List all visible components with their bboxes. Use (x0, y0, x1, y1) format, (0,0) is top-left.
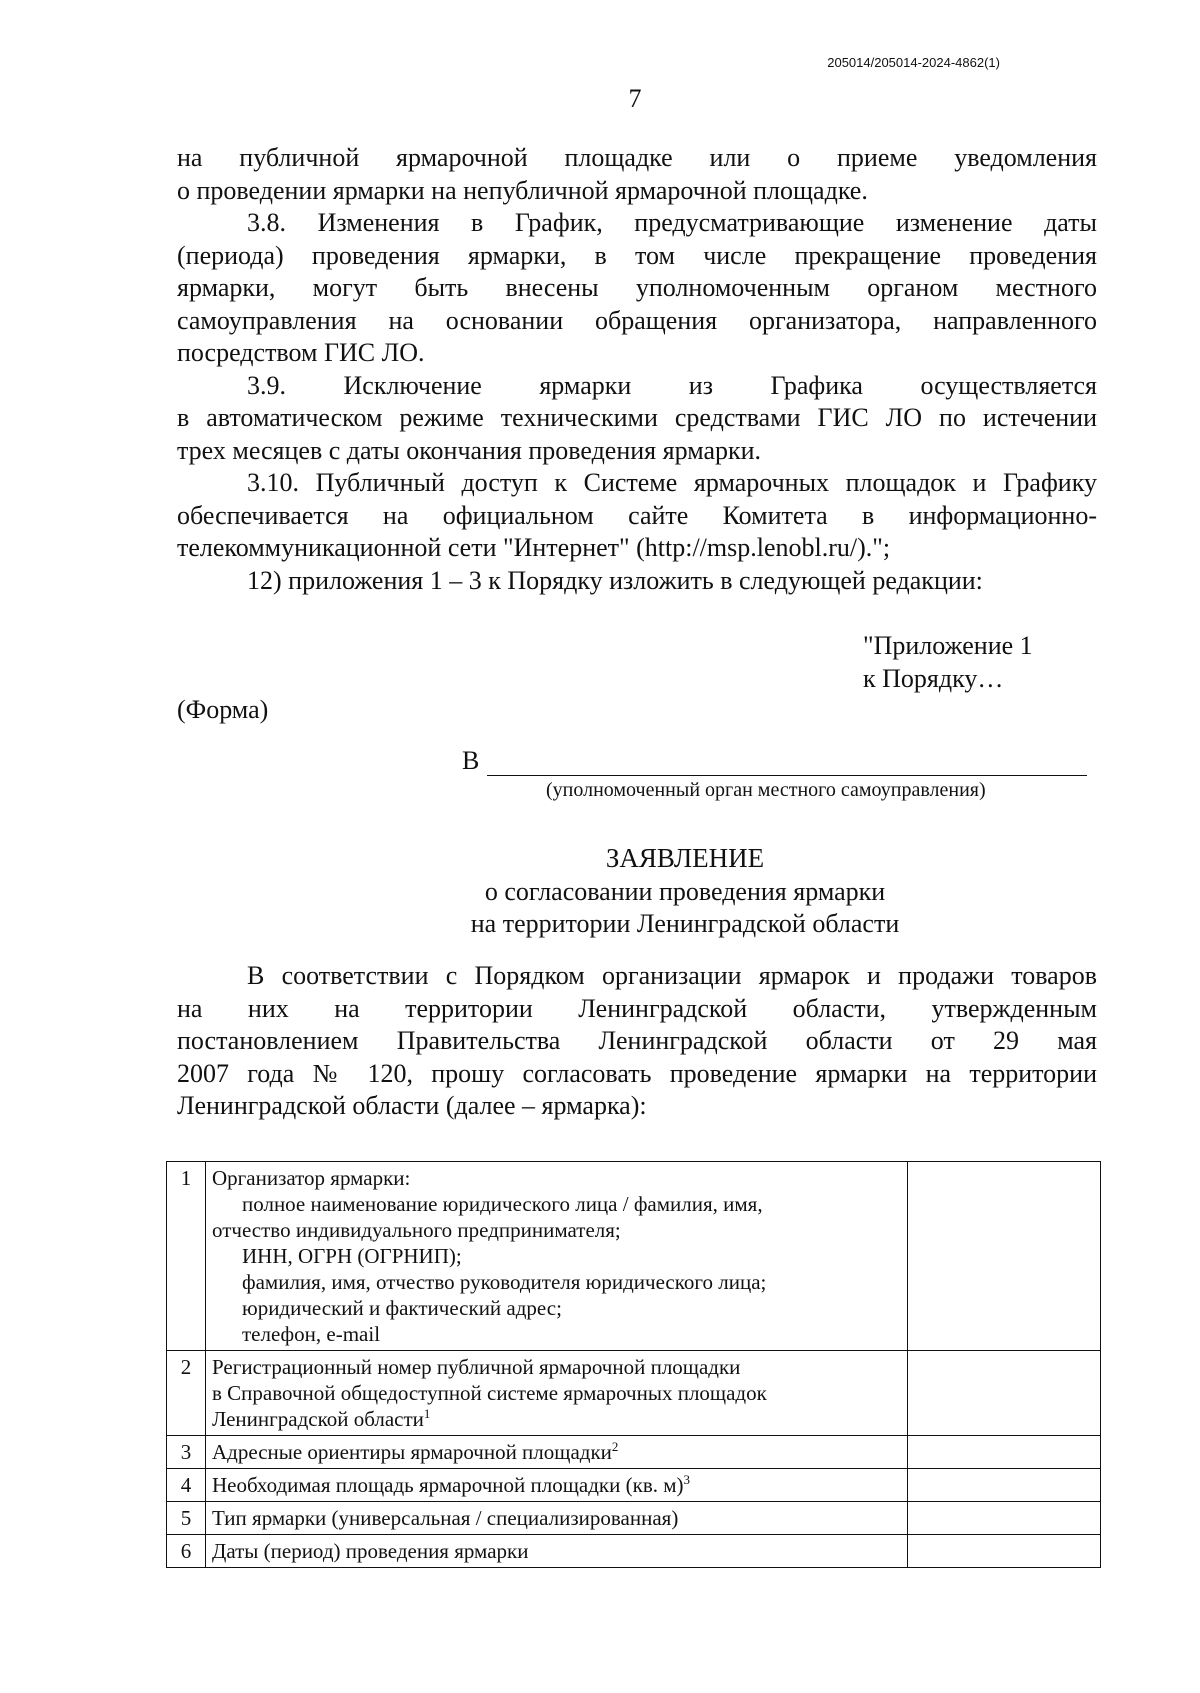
row-value-cell[interactable] (908, 1502, 1101, 1535)
footnote-marker: 1 (423, 1406, 431, 1421)
row-description (206, 1535, 908, 1568)
paragraph-line: обеспечивается на официальном сайте Комитета в информационно- (177, 500, 1097, 530)
paragraph-line: посредством ГИС ЛО. (177, 338, 425, 367)
paragraph-line: трех месяцев с даты окончания проведения ярмарки. (177, 435, 762, 465)
paragraph-line: на публичной ярмарочной площадке или о приеме уведомления (177, 143, 1097, 172)
paragraph-line: самоуправления на основании обращения организатора, направленного (177, 305, 1097, 335)
row-number: 6 (167, 1535, 206, 1568)
table-row (167, 1162, 1101, 1351)
row-text: Адресные ориентиры ярмарочной площадки (212, 1440, 612, 1464)
paragraph-line: о проведении ярмарки на непубличной ярмарочной площадке. (177, 175, 868, 205)
application-table (166, 1161, 1101, 1568)
addressee-prefix: В (462, 746, 480, 775)
row-value-cell[interactable] (908, 1535, 1101, 1568)
row-value-cell[interactable] (908, 1162, 1101, 1351)
paragraph-line: в автоматическом режиме техническими средствами ГИС ЛО по истечении (177, 403, 1097, 432)
row-line: юридический и фактический адрес; (242, 1296, 562, 1320)
paragraph-line: 3.8. Изменения в График, предусматривающие изменение даты (247, 208, 1097, 237)
annex-line: "Приложение 1 (863, 631, 1033, 660)
title-heading: ЗАЯВЛЕНИЕ (605, 843, 765, 873)
row-line-text: Ленинградской области (212, 1407, 424, 1431)
addressee-line (462, 746, 1087, 776)
row-line: фамилия, имя, отчество руководителя юридического лица; (242, 1270, 767, 1294)
paragraph-line: (периода) проведения ярмарки, в том числе прекращение проведения (177, 240, 1097, 270)
row-description (206, 1351, 908, 1436)
intro-line: на них на территории Ленинградской области, утвержденным (177, 993, 1097, 1023)
row-number: 1 (167, 1162, 206, 1351)
row-title: Организатор ярмарки: (212, 1166, 411, 1190)
paragraph-line: 12) приложения 1 – 3 к Порядку изложить в следующей редакции: (247, 565, 983, 595)
title-line: о согласовании проведения ярмарки (484, 877, 886, 906)
form-label: (Форма) (177, 695, 269, 724)
row-value-cell[interactable] (908, 1469, 1101, 1502)
row-text: Тип ярмарки (универсальная / специализированная) (212, 1506, 679, 1530)
addressee-blank (487, 749, 1087, 776)
row-line: в Справочной общедоступной системе ярмарочных площадок (212, 1381, 767, 1405)
row-line (212, 1406, 901, 1432)
row-text: Необходимая площадь ярмарочной площадки (кв. м) (212, 1473, 684, 1497)
row-description (206, 1436, 908, 1469)
row-description (206, 1469, 908, 1502)
row-value-cell[interactable] (908, 1351, 1101, 1436)
row-number: 5 (167, 1502, 206, 1535)
row-line: полное наименование юридического лица / фамилия, имя, (242, 1192, 763, 1216)
intro-line: Ленинградской области (далее – ярмарка): (177, 1091, 647, 1120)
table-row (167, 1469, 1101, 1502)
annex-line: к Порядку… (863, 664, 1004, 693)
row-value-cell[interactable] (908, 1436, 1101, 1469)
table-row (167, 1351, 1101, 1436)
row-description (206, 1502, 908, 1535)
page-number: 7 (628, 84, 642, 113)
row-line: телефон, e-mail (242, 1322, 381, 1346)
paragraph-line: 3.9. Исключение ярмарки из Графика осуществляется (247, 370, 1097, 400)
intro-line: 2007 года № 120, прошу согласовать проведение ярмарки на территории (177, 1058, 1097, 1088)
table-row (167, 1502, 1101, 1535)
row-number: 3 (167, 1436, 206, 1469)
paragraph-line: 3.10. Публичный доступ к Системе ярмарочных площадок и Графику (247, 468, 1097, 497)
paragraph-line: ярмарки, могут быть внесены уполномоченным органом местного (177, 273, 1097, 302)
intro-text (177, 960, 1097, 1123)
row-number: 4 (167, 1469, 206, 1502)
application-title (300, 842, 1070, 940)
intro-line: В соответствии с Порядком организации ярмарок и продажи товаров (247, 961, 1097, 990)
row-description (206, 1162, 908, 1351)
title-line: на территории Ленинградской области (470, 909, 900, 938)
row-text: Даты (период) проведения ярмарки (212, 1539, 529, 1563)
table-row (167, 1436, 1101, 1469)
addressee-caption: (уполномоченный орган местного самоуправления) (546, 779, 986, 801)
paragraph-line: телекоммуникационной сети "Интернет" (http://msp.lenobl.ru/)."; (177, 533, 891, 562)
footnote-marker: 2 (611, 1439, 619, 1454)
row-line: ИНН, ОГРН (ОГРНИП); (242, 1244, 462, 1268)
annex-reference (863, 629, 1033, 695)
intro-line: постановлением Правительства Ленинградской области от 29 мая (177, 1026, 1097, 1055)
row-line: Регистрационный номер публичной ярмарочной площадки (212, 1355, 741, 1379)
row-number: 2 (167, 1351, 206, 1436)
table-row (167, 1535, 1101, 1568)
footnote-marker: 3 (683, 1472, 691, 1487)
body-text (177, 142, 1097, 597)
row-line: отчество индивидуального предпринимателя; (212, 1218, 621, 1242)
document-id: 205014/205014-2024-4862(1) (827, 55, 1000, 70)
